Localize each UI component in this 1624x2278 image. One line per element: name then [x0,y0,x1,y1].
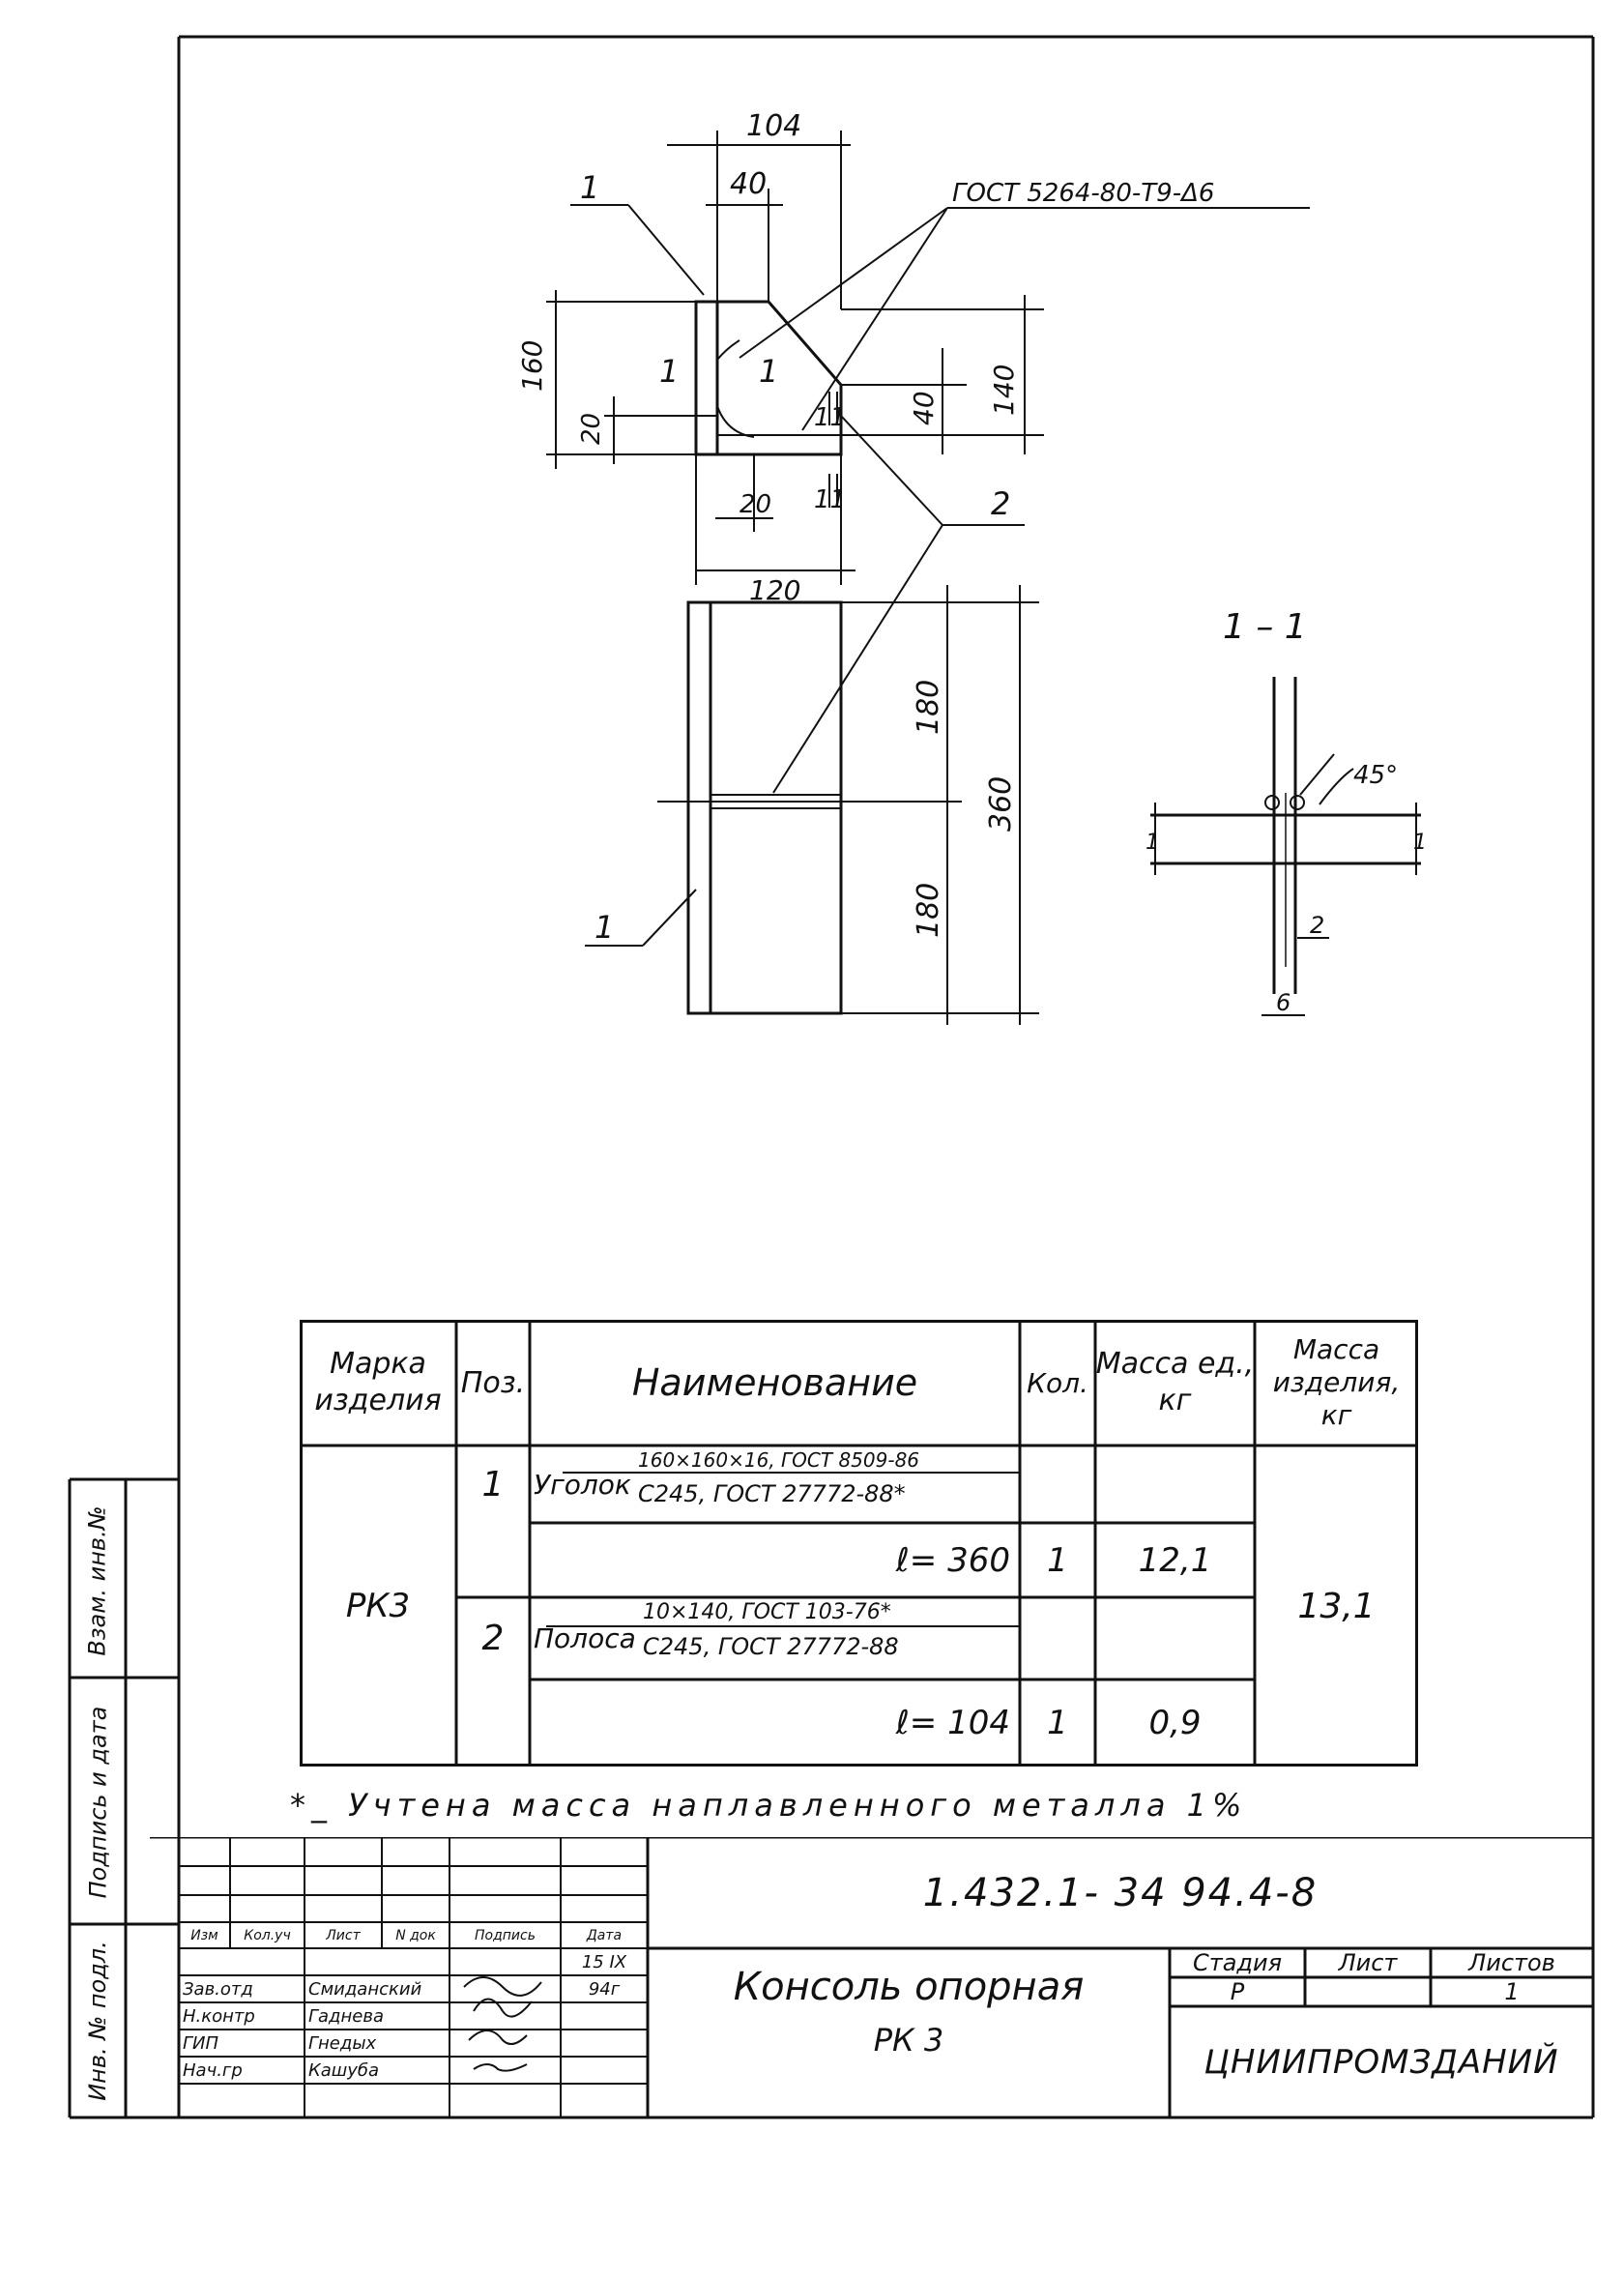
header-mark: Марка изделия [314,1347,442,1417]
col-izm: Изм [190,1927,218,1943]
row-1-name-top: 160×160×16, ГОСТ 8509-86 [638,1448,920,1472]
dim-360: 360 [984,775,1018,832]
dim-45: 45° [1353,761,1399,790]
row-2-name-bottom: С245, ГОСТ 27772-88 [643,1633,899,1660]
person-2-role: Н.контр [183,2005,255,2027]
sheets-value: 1 [1504,1978,1520,2005]
leader-lines [570,205,1310,946]
strip-inv-replace: Взам. инв.№ [83,1505,111,1656]
footnote: *_ Учтена масса наплавленного металла 1% [290,1787,1248,1824]
row-2-length: ℓ= 104 [895,1704,1010,1742]
header-mass-unit: Масса ед., кг [1095,1347,1255,1417]
row-1-name-prefix: Уголок [534,1468,631,1501]
dim-140: 140 [988,364,1020,416]
header-mass-item: Масса изделия, кг [1272,1333,1401,1431]
person-1-role: Зав.отд [183,1978,253,2000]
stage-value: Р [1230,1978,1245,2005]
signatures [450,1948,561,2084]
col-n-dok: N док [395,1927,436,1943]
row-1-mass: 12,1 [1138,1540,1212,1580]
row-1-qty: 1 [1047,1540,1068,1580]
dim-160: 160 [516,339,548,392]
row-2-pos: 2 [481,1619,505,1658]
doc-code: 1.432.1- 34 94.4-8 [922,1870,1319,1915]
elevation-view [688,602,841,1013]
callout-2: 2 [991,485,1011,522]
sheets-label: Листов [1468,1949,1555,1976]
row-2-mass: 0,9 [1148,1704,1202,1742]
item-mark: РК3 [345,1587,411,1625]
dim-20-left: 20 [577,412,606,445]
dim-180-bottom: 180 [912,882,945,938]
person-2-name: Гаднева [308,2005,384,2027]
dim-120: 120 [749,574,801,606]
strip-inv-orig: Инв. № подл. [84,1941,111,2101]
col-data: Дата [586,1927,623,1943]
col-kol-uch: Кол.уч [244,1927,291,1943]
row-2-qty: 1 [1047,1704,1068,1742]
stage-label: Стадия [1192,1949,1283,1976]
person-1-date: 15 IX [581,1951,627,1972]
person-3-role: ГИП [183,2032,219,2054]
person-1-name: Смиданский [308,1978,422,2000]
total-mass: 13,1 [1297,1586,1376,1626]
section-title: 1 – 1 [1223,607,1307,647]
elevation-dimensions [657,585,1039,1025]
person-3-name: Гнедых [308,2032,377,2054]
header-pos: Поз. [460,1365,526,1400]
section-view [1150,677,1421,994]
gost-weld-note: ГОСТ 5264-80-Т9-Δ6 [952,179,1215,208]
weld-mark-1: 11 [814,403,847,432]
section-leader-right: 1 [1413,831,1427,855]
callout-1-bottom: 1 [594,909,615,946]
section-mark-1: 1 [659,353,680,390]
organization: ЦНИИПРОМЗДАНИЙ [1204,2042,1559,2082]
spec-table [300,1320,1418,1767]
col-podpis: Подпись [475,1927,536,1943]
weld-mark-2: 11 [814,485,847,514]
header-qty: Кол. [1027,1366,1088,1399]
person-2-date: 94г [588,1978,621,2000]
row-1-name-bottom: С245, ГОСТ 27772-88* [638,1480,906,1507]
person-4-name: Кашуба [308,2059,380,2081]
sheet-label: Лист [1338,1949,1398,1976]
title-block [150,1837,1593,2117]
row-2-name-prefix: Полоса [534,1622,636,1654]
row-1-length: ℓ= 360 [895,1540,1010,1580]
doc-title-line1: Консоль опорная [733,1965,1085,2009]
dim-2: 2 [1310,912,1325,939]
header-name: Наименование [631,1361,918,1404]
row-1-pos: 1 [481,1464,505,1504]
strip-sign-date: Подпись и дата [84,1706,112,1899]
callout-1-top: 1 [580,169,600,206]
person-4-role: Нач.гр [183,2059,243,2081]
dim-20-bottom: 20 [740,490,772,519]
dim-180-top: 180 [912,679,945,735]
row-2-name-top: 10×140, ГОСТ 103-76* [643,1599,891,1624]
section-mark-2: 1 [759,353,779,390]
dim-6: 6 [1276,989,1291,1016]
dim-40-top: 40 [730,167,768,201]
dim-40-right: 40 [908,391,940,425]
doc-title-line2: РК 3 [873,2022,944,2059]
col-list: Лист [326,1927,361,1943]
section-leader-left: 1 [1146,831,1159,855]
dim-104: 104 [746,109,802,143]
